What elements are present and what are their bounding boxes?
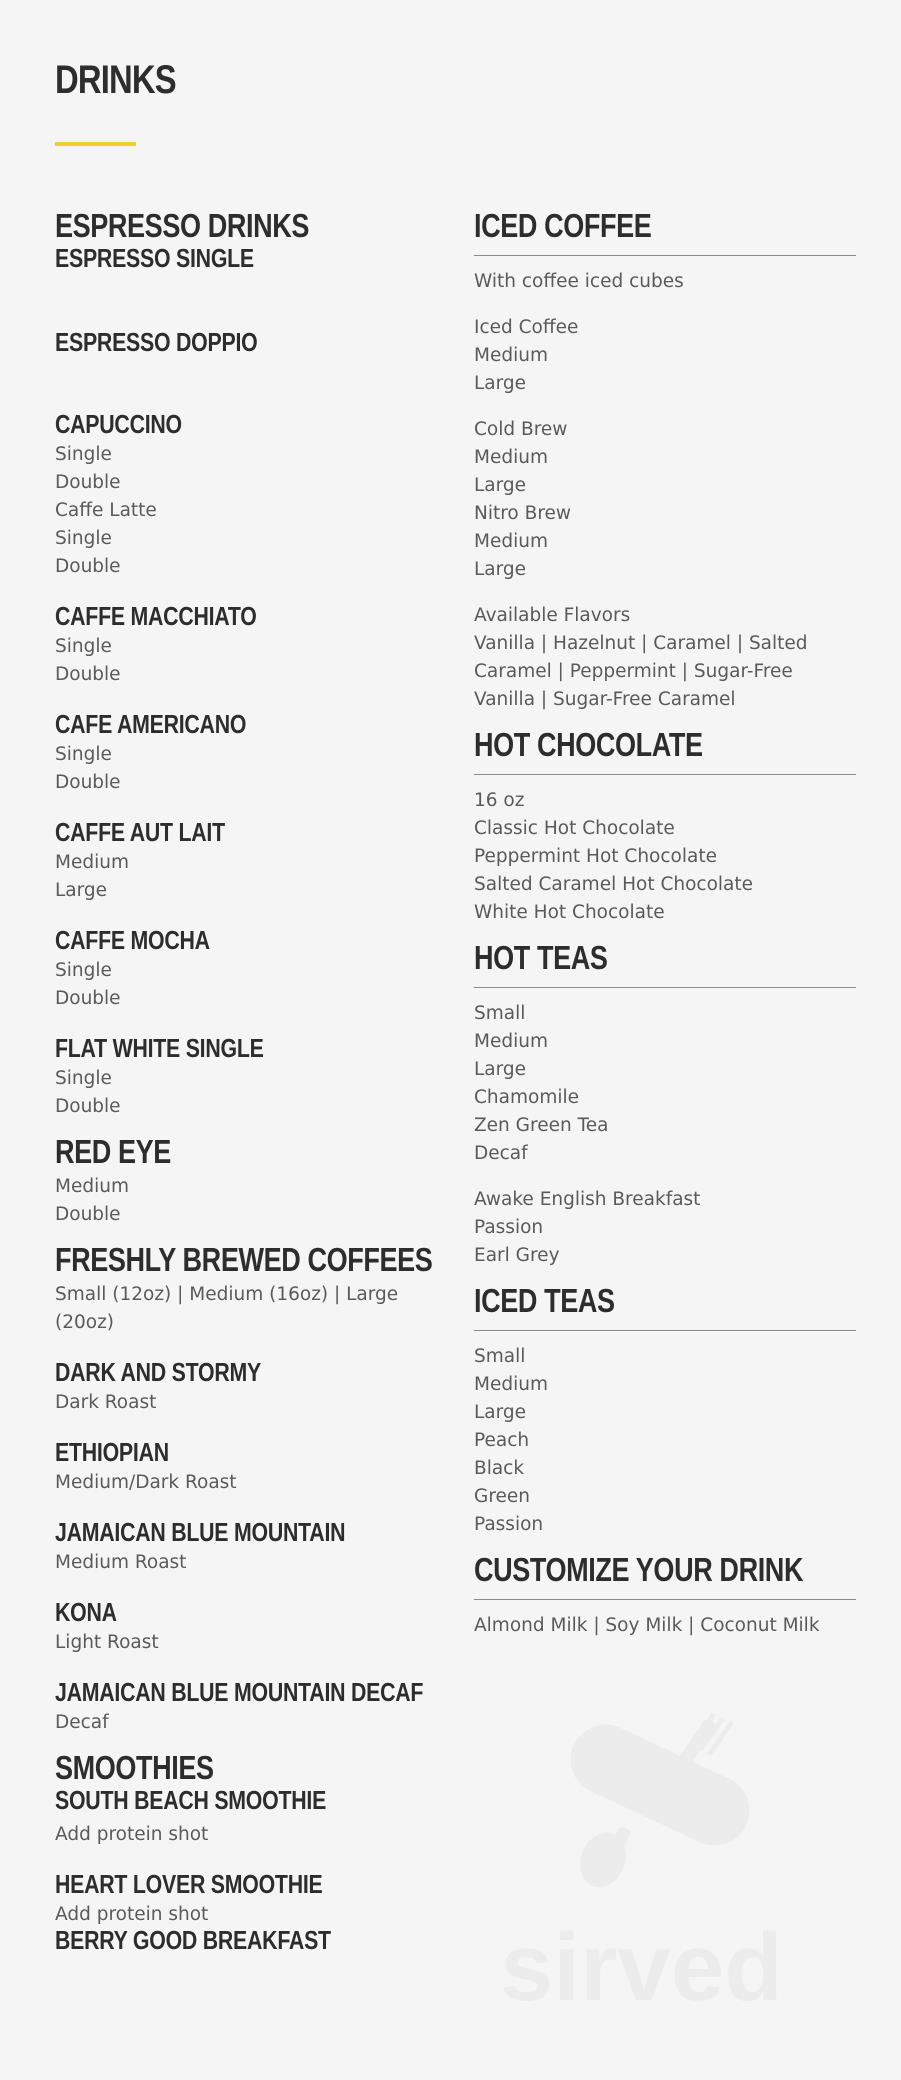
option-line: Double: [55, 472, 121, 493]
page-title: DRINKS: [55, 58, 176, 102]
option-line: Passion: [474, 1514, 544, 1535]
option-line: Single: [55, 636, 112, 657]
sirved-wordmark: sirved: [500, 1914, 783, 2010]
item-description: Medium Roast: [55, 1552, 187, 1573]
option-line: Awake English Breakfast: [474, 1189, 701, 1210]
item-espresso-single: ESPRESSO SINGLE: [55, 243, 254, 273]
option-line: Double: [55, 772, 121, 793]
option-line: Iced Coffee: [474, 317, 579, 338]
section-divider: [474, 1599, 856, 1600]
option-line: Single: [55, 528, 112, 549]
option-line: Large: [474, 559, 527, 580]
section-divider: [474, 1330, 856, 1331]
utensil-knife-icon: [495, 1700, 855, 2010]
size-options: Small (12oz) | Medium (16oz) | Large (20oz): [55, 1284, 399, 1333]
item-description: Medium/Dark Roast: [55, 1472, 237, 1493]
option-line: Double: [55, 988, 121, 1009]
item-ethiopian: ETHIOPIAN: [55, 1437, 169, 1467]
option-line: 16 oz: [474, 790, 525, 811]
item-heart-lover-smoothie: HEART LOVER SMOOTHIE: [55, 1869, 323, 1899]
option-line: Black: [474, 1458, 525, 1479]
right-column: [474, 205, 856, 1640]
option-line: Earl Grey: [474, 1245, 560, 1266]
option-line: Large: [55, 880, 108, 901]
option-line: White Hot Chocolate: [474, 902, 665, 923]
option-line: Single: [55, 444, 112, 465]
section-intro: With coffee iced cubes: [474, 271, 684, 292]
option-line: Small: [474, 1346, 526, 1367]
item-caffe-mocha: CAFFE MOCHA: [55, 925, 210, 955]
flavors-list: Vanilla | Hazelnut | Caramel | Salted Caramel | Peppermint | Sugar-Free Vanilla | Sugar-Free Caramel: [474, 633, 808, 710]
option-line: Large: [474, 373, 527, 394]
option-line: Large: [474, 1402, 527, 1423]
option-line: Decaf: [474, 1143, 528, 1164]
item-description: Add protein shot: [55, 1824, 209, 1845]
category-freshly-brewed-coffees: FRESHLY BREWED COFFEES: [55, 1241, 433, 1278]
option-line: Passion: [474, 1217, 544, 1238]
option-line: Medium: [55, 1176, 129, 1197]
category-hot-teas: HOT TEAS: [474, 939, 608, 976]
option-line: Double: [55, 664, 121, 685]
option-line: Large: [474, 475, 527, 496]
option-line: Nitro Brew: [474, 503, 572, 524]
option-line: Green: [474, 1486, 531, 1507]
item-cafe-americano: CAFE AMERICANO: [55, 709, 247, 739]
item-jamaican-blue-mountain-decaf: JAMAICAN BLUE MOUNTAIN DECAF: [55, 1677, 424, 1707]
item-caffe-aut-lait: CAFFE AUT LAIT: [55, 817, 225, 847]
option-line: Medium: [474, 1374, 548, 1395]
option-line: Medium: [474, 447, 548, 468]
item-description: Dark Roast: [55, 1392, 157, 1413]
option-line: Double: [55, 556, 121, 577]
option-line: Medium: [474, 1031, 548, 1052]
option-line: Cold Brew: [474, 419, 568, 440]
option-line: Medium: [474, 345, 548, 366]
option-line: Double: [55, 1096, 121, 1117]
option-line: Classic Hot Chocolate: [474, 818, 675, 839]
item-description: Light Roast: [55, 1632, 159, 1653]
flavors-label: Available Flavors: [474, 605, 631, 626]
option-line: Medium: [474, 531, 548, 552]
item-description: Add protein shot: [55, 1904, 209, 1925]
category-espresso-drinks: ESPRESSO DRINKS: [55, 207, 309, 244]
option-line: Small: [474, 1003, 526, 1024]
option-line: Peppermint Hot Chocolate: [474, 846, 717, 867]
item-kona: KONA: [55, 1597, 117, 1627]
option-line: Medium: [55, 852, 129, 873]
milk-options: Almond Milk | Soy Milk | Coconut Milk: [474, 1615, 820, 1636]
option-line: Salted Caramel Hot Chocolate: [474, 874, 754, 895]
item-capuccino: CAPUCCINO: [55, 409, 182, 439]
category-red-eye: RED EYE: [55, 1133, 171, 1170]
item-flat-white-single: FLAT WHITE SINGLE: [55, 1033, 264, 1063]
option-line: Single: [55, 960, 112, 981]
item-berry-good-breakfast: BERRY GOOD BREAKFAST: [55, 1925, 331, 1955]
category-iced-coffee: ICED COFFEE: [474, 207, 652, 244]
option-line: Single: [55, 1068, 112, 1089]
option-line: Double: [55, 1204, 121, 1225]
item-espresso-doppio: ESPRESSO DOPPIO: [55, 327, 258, 357]
section-divider: [474, 255, 856, 256]
sirved-watermark: [495, 1700, 855, 2010]
item-south-beach-smoothie: SOUTH BEACH SMOOTHIE: [55, 1785, 327, 1815]
item-caffe-macchiato: CAFFE MACCHIATO: [55, 601, 257, 631]
option-line: Single: [55, 744, 112, 765]
section-divider: [474, 774, 856, 775]
category-customize-your-drink: CUSTOMIZE YOUR DRINK: [474, 1551, 804, 1588]
item-dark-and-stormy: DARK AND STORMY: [55, 1357, 261, 1387]
item-jamaican-blue-mountain: JAMAICAN BLUE MOUNTAIN: [55, 1517, 346, 1547]
item-description: Decaf: [55, 1712, 109, 1733]
category-iced-teas: ICED TEAS: [474, 1282, 615, 1319]
option-line: Caffe Latte: [55, 500, 157, 521]
category-hot-chocolate: HOT CHOCOLATE: [474, 726, 703, 763]
option-line: Peach: [474, 1430, 530, 1451]
left-column: [55, 205, 435, 1957]
option-line: Large: [474, 1059, 527, 1080]
section-divider: [474, 987, 856, 988]
title-accent-bar: [55, 142, 136, 146]
option-line: Chamomile: [474, 1087, 580, 1108]
option-line: Zen Green Tea: [474, 1115, 609, 1136]
category-smoothies: SMOOTHIES: [55, 1749, 214, 1786]
